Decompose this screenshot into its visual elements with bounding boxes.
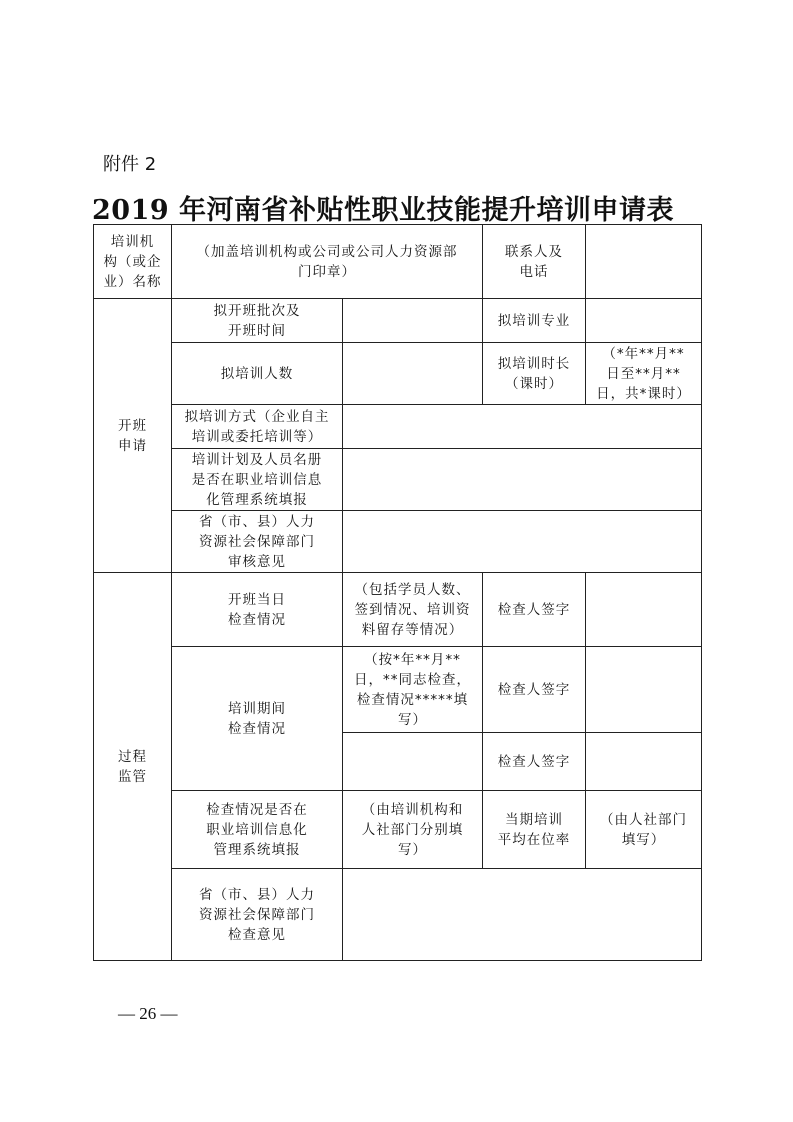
org-name-label: 培训机 构（或企 业）名称 (94, 225, 172, 299)
during-training-cell[interactable]: （按*年**月** 日，**同志检查， 检查情况*****填 写） (343, 647, 483, 733)
opening-day-cell[interactable]: （包括学员人数、 签到情况、培训资 料留存等情况） (343, 573, 483, 647)
table-row (94, 405, 702, 449)
section-apply-label: 开班 申请 (94, 299, 172, 573)
section-supervise-label: 过程 监管 (94, 573, 172, 961)
table-row (94, 343, 702, 405)
table-row (94, 449, 702, 511)
inspector-sign-cell-1[interactable] (586, 573, 702, 647)
duration-cell[interactable]: （*年**月** 日至**月** 日，共*课时） (586, 343, 702, 405)
attachment-label: 附件 2 (103, 154, 157, 175)
table-row (94, 869, 702, 961)
opening-day-label: 开班当日 检查情况 (172, 573, 343, 647)
org-name-cell[interactable]: （加盖培训机构或公司或公司人力资源部 门印章） (172, 225, 483, 299)
review-label: 省（市、县）人力 资源社会保障部门 审核意见 (172, 511, 343, 573)
inspector-sign-label-2: 检查人签字 (483, 647, 586, 733)
system-check-label: 检查情况是否在 职业培训信息化 管理系统填报 (172, 791, 343, 869)
duration-label: 拟培训时长 （课时） (483, 343, 586, 405)
review-value-cell[interactable] (343, 511, 702, 573)
plan-label: 培训计划及人员名册 是否在职业培训信息 化管理系统填报 (172, 449, 343, 511)
inspector-sign-cell-3[interactable] (586, 733, 702, 791)
contact-value-cell[interactable] (586, 225, 702, 299)
count-label: 拟培训人数 (172, 343, 343, 405)
table-row (94, 791, 702, 869)
table-row (94, 647, 702, 733)
inspector-sign-label-3: 检查人签字 (483, 733, 586, 791)
table-row (94, 225, 702, 299)
major-value-cell[interactable] (586, 299, 702, 343)
batch-value-cell[interactable] (343, 299, 483, 343)
final-check-value-cell[interactable] (343, 869, 702, 961)
final-check-label: 省（市、县）人力 资源社会保障部门 检查意见 (172, 869, 343, 961)
batch-label: 拟开班批次及 开班时间 (172, 299, 343, 343)
application-form-table (93, 224, 702, 961)
method-label: 拟培训方式（企业自主 培训或委托培训等） (172, 405, 343, 449)
system-check-cell[interactable]: （由培训机构和 人社部门分别填 写） (343, 791, 483, 869)
plan-value-cell[interactable] (343, 449, 702, 511)
inspector-sign-label-1: 检查人签字 (483, 573, 586, 647)
major-label: 拟培训专业 (483, 299, 586, 343)
during-training-cell-2[interactable] (343, 733, 483, 791)
page-title: 2019 年河南省补贴性职业技能提升培训申请表 (92, 195, 675, 226)
method-value-cell[interactable] (343, 405, 702, 449)
table-row (94, 299, 702, 343)
count-value-cell[interactable] (343, 343, 483, 405)
table-row (94, 573, 702, 647)
attendance-label: 当期培训 平均在位率 (483, 791, 586, 869)
attendance-cell[interactable]: （由人社部门 填写） (586, 791, 702, 869)
page-number: — 26 — (118, 1004, 178, 1023)
table-row (94, 511, 702, 573)
contact-label: 联系人及 电话 (483, 225, 586, 299)
during-training-label: 培训期间 检查情况 (172, 647, 343, 791)
inspector-sign-cell-2[interactable] (586, 647, 702, 733)
